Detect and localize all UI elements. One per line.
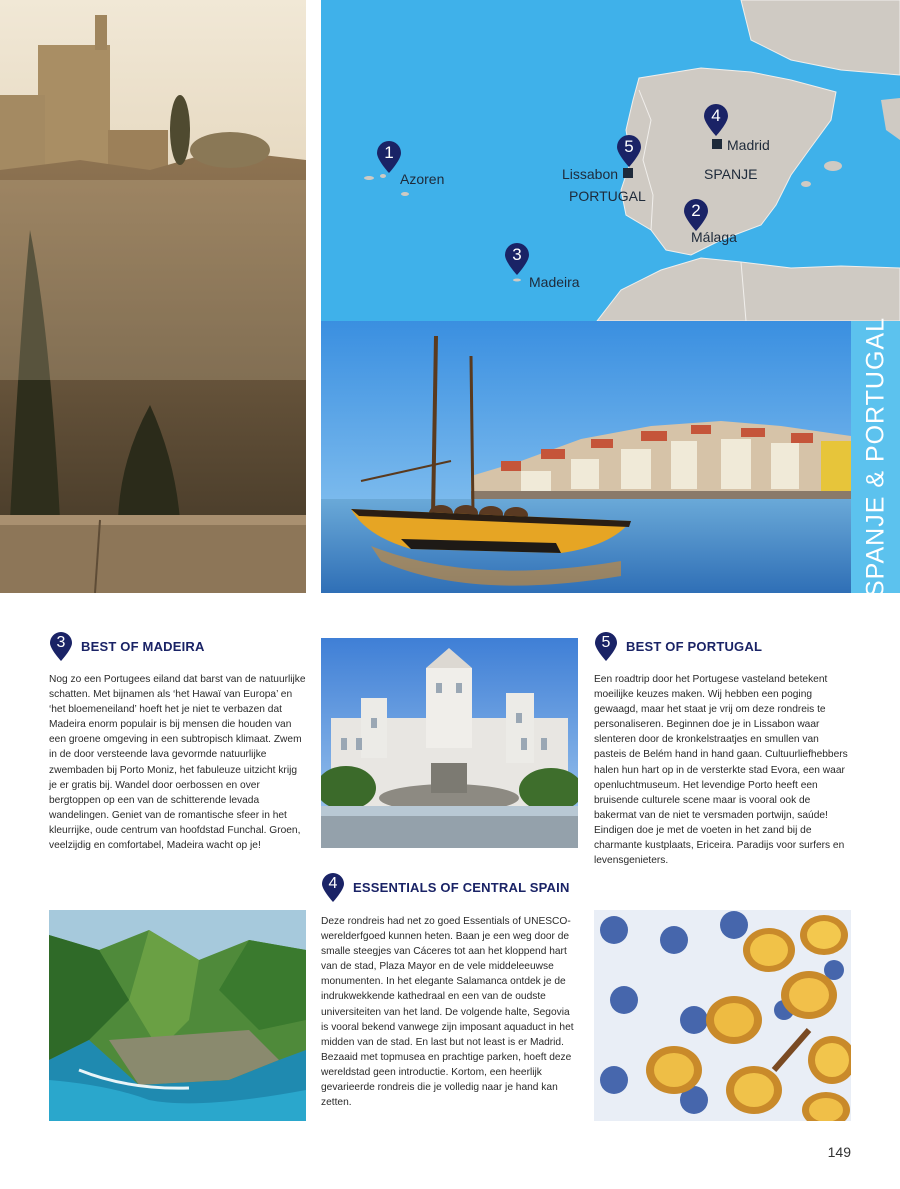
section-4-pin-icon: 4 bbox=[321, 872, 345, 903]
madrid-marker-icon bbox=[712, 139, 722, 149]
section-portugal-text: Een roadtrip door het Portugese vasteland betekent moeilijke keuzes maken. Wij hebben een poging gewaagd, maar het staat je vrij om deze rondreis te personaliseren. Beginnen doe je in Lissabon waar slenteren door de kronkelstraatjes en smullen van pasteis de Belém hand in hand gaan. Cultuurliefhebbers halen hun hart op in de versterkte stad Evora, een waar openluchtmuseum. Het levendige Porto heeft een bruisende culturele scene maar is vooral ook de bakermat van de niet te versmaden portwijn, saúde! Eindigen doe je met de voeten in het zand bij de charmante kustplaats, Ericeira. Paradijs voor surfers en levensgenieters. bbox=[594, 674, 848, 867]
pasteis-de-nata-photo bbox=[594, 910, 851, 1121]
section-portugal-heading bbox=[594, 631, 762, 662]
map-pin-3-icon: 3 bbox=[504, 242, 530, 276]
section-madeira-text: Nog zo een Portugees eiland dat barst van de natuurlijke schatten. Met bijnamen als ‘het Hawaï van Europa’ en ‘het bloemeneiland’ hoeft het je niet te verbazen dat Madeira enorm populair is bij mensen die houden van een groene omgeving in een subtropisch klimaat. Zwem in de door versteende lava gevormde natuurlijke zwembaden bij Porto Moniz, het fabuleuze uitzicht krijg je er gratis bij. Wandel door oerbossen en over bergtoppen op een van de schitterende levada wandelingen. Geniet van de romantische sfeer in het kleurrijke, oude centrum van hoofdstad Funchal. Groen, veelzijdig en comfortabel, Madeira wacht op je! bbox=[49, 674, 306, 852]
map-label-azoren: Azoren bbox=[400, 171, 445, 187]
section-central-spain-text: Deze rondreis had net zo goed Essentials of UNESCO-werelderfgoed kunnen heten. Baan je een weg door de smalle steegjes van Cáceres tot aan het kloppend hart van de stad, Plaza Mayor en de vele middeleeuwse monumenten. In het elegante Salamanca ontdek je de indrukwekkende kathedraal en een van de oudste universiteiten van het land. De volgende halte, Segovia is vooral bekend vanwege zijn imposant aquaduct in het midden van de stad. En last but not least is er Madrid. Bezaaid met topmusea en prachtige parken, hoeft deze wereldstad geen introductie. Kortom, een heerlijk gevarieerde rondreis die je volledig naar je hand kan zetten. bbox=[321, 916, 574, 1109]
map-pin-5-icon: 5 bbox=[616, 134, 642, 168]
section-central-spain-title: ESSENTIALS OF CENTRAL SPAIN bbox=[353, 880, 570, 895]
page-number: 149 bbox=[827, 1144, 851, 1160]
map-pin-2-icon: 2 bbox=[683, 198, 709, 232]
map-label-madrid: Madrid bbox=[727, 137, 770, 153]
section-madeira-heading bbox=[49, 631, 205, 662]
map-label-malaga: Málaga bbox=[691, 229, 737, 245]
alhambra-photo bbox=[0, 0, 306, 593]
map-label-madeira: Madeira bbox=[529, 274, 580, 290]
lisbon-marker-icon bbox=[623, 168, 633, 178]
porto-boat-photo bbox=[321, 321, 851, 593]
section-5-pin-icon: 5 bbox=[594, 631, 618, 662]
map-pin-4-icon: 4 bbox=[703, 103, 729, 137]
route-map bbox=[321, 0, 900, 321]
map-label-spanje: SPANJE bbox=[704, 166, 758, 182]
madeira-coast-photo bbox=[49, 910, 306, 1121]
section-central-spain-heading bbox=[321, 872, 570, 903]
cibeles-palace-photo bbox=[321, 638, 578, 848]
section-3-pin-icon: 3 bbox=[49, 631, 73, 662]
map-pin-1-icon: 1 bbox=[376, 140, 402, 174]
section-madeira-title: BEST OF MADEIRA bbox=[81, 639, 205, 654]
region-label: SPANJE & PORTUGAL bbox=[861, 316, 889, 598]
section-portugal-title: BEST OF PORTUGAL bbox=[626, 639, 763, 654]
map-label-lissabon: Lissabon bbox=[562, 166, 619, 182]
map-label-portugal: PORTUGAL bbox=[569, 188, 646, 204]
region-label-band bbox=[851, 316, 900, 598]
